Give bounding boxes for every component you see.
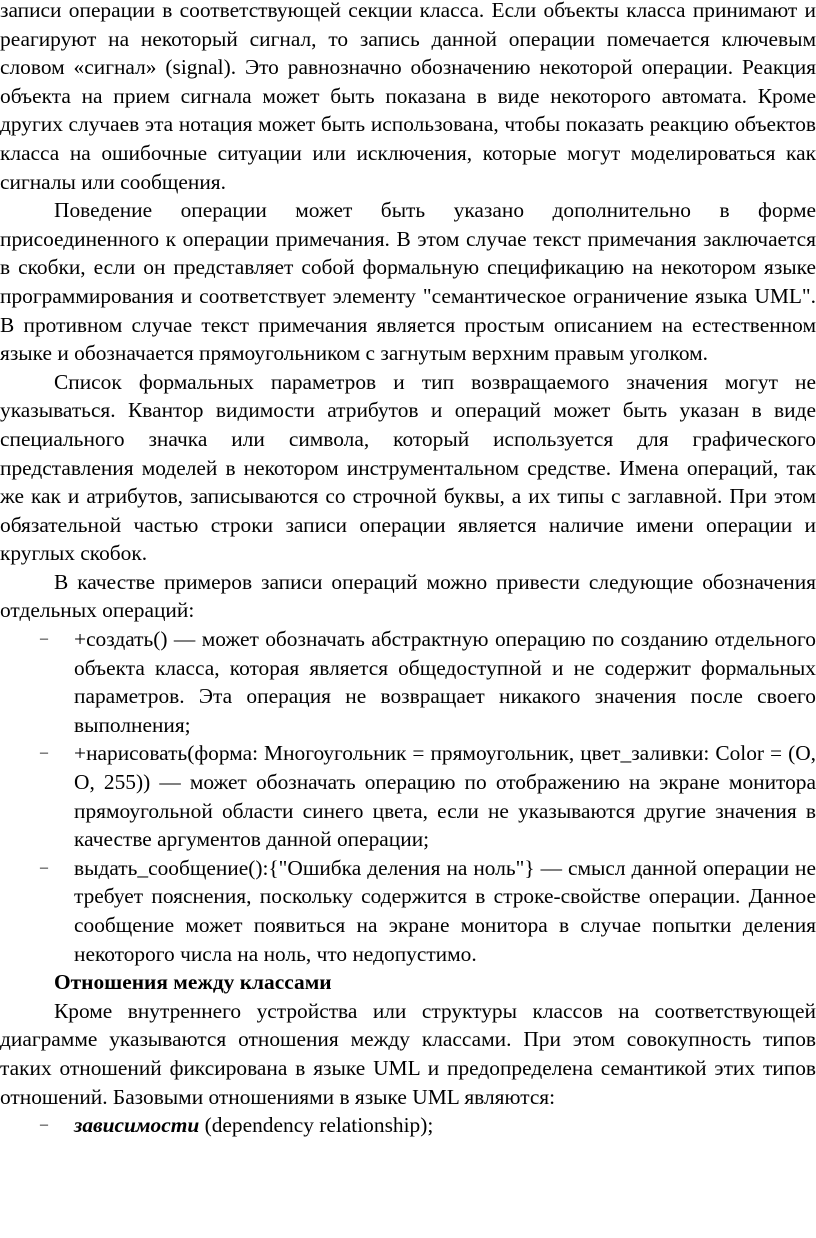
relations-list bbox=[0, 1111, 816, 1140]
relation-description: (dependency relationship); bbox=[199, 1113, 434, 1138]
relation-term: зависимости bbox=[74, 1113, 200, 1138]
list-dash-marker: – bbox=[40, 858, 48, 876]
paragraph-examples-intro: В качестве примеров записи операций можно привести следующие обозначения отдельных операций: bbox=[0, 569, 816, 623]
list-dash-marker: – bbox=[40, 630, 48, 648]
paragraph-operations-signal: записи операции в соответствующей секции класса. Если объекты класса принимают и реагируют на некоторый сигнал, то запись данной операции помечается ключевым словом «сигнал» (signal). Это равнозначно обозначению некоторой операции. Реакция объекта на прием сигнала может быть показана в виде некоторого автомата. Кроме других случаев эта нотация может быть использована, чтобы показать реакцию объектов класса на ошибочные ситуации или исключения, которые могут моделироваться как сигналы или сообщения. bbox=[0, 0, 816, 194]
list-item-text: +нарисовать(форма: Многоугольник = прямоугольник, цвет_заливки: Color = (O, O, 255)) — может обозначать операцию по отображению на экране монитора прямоугольной области синего цвета, если не указываются другие значения в качестве аргументов данной операции; bbox=[74, 741, 816, 852]
section-heading: Отношения между классами bbox=[54, 970, 332, 995]
list-item bbox=[0, 854, 816, 968]
paragraph-operation-behavior: Поведение операции может быть указано дополнительно в форме присоединенного к операции примечания. В этом случае текст примечания заключается в скобки, если он представляет собой формальную спецификацию на некотором языке программирования и соответствует элементу "семантическое ограничение языка UML". В противном случае текст примечания является простым описанием на естественном языке и обозначается прямоугольником с загнутым верхним правым уголком. bbox=[0, 198, 816, 366]
list-item-text: +создать() — может обозначать абстрактную операцию по созданию отдельного объекта класса, которая является общедоступной и не содержит формальных параметров. Эта операция не возвращает никакого значения после своего выполнения; bbox=[74, 627, 816, 737]
examples-list bbox=[0, 625, 816, 968]
list-item bbox=[0, 1111, 816, 1140]
list-dash-marker: – bbox=[40, 744, 48, 762]
list-dash-marker: – bbox=[40, 1116, 48, 1134]
paragraph-formal-parameters: Список формальных параметров и тип возвращаемого значения могут не указываться. Квантор видимости атрибутов и операций может быть указан в виде специального значка или символа, который используется для графического представления моделей в некотором инструментальном средстве. Имена операций, так же как и атрибутов, записываются со строчной буквы, а их типы с заглавной. При этом обязательной частью строки записи операции является наличие имени операции и круглых скобок. bbox=[0, 369, 816, 566]
list-item bbox=[0, 625, 816, 739]
list-item bbox=[0, 739, 816, 853]
list-item-text: выдать_сообщение():{"Ошибка деления на ноль"} — смысл данной операции не требует пояснения, поскольку содержится в строке-свойстве операции. Данное сообщение может появиться на экране монитора в случае попытки деления некоторого числа на ноль, что недопустимо. bbox=[74, 855, 816, 966]
paragraph-class-relations: Кроме внутреннего устройства или структуры классов на соответствующей диаграмме указываются отношения между классами. При этом совокупность типов таких отношений фиксирована в языке UML и предопределена семантикой этих типов отношений. Базовыми отношениями в языке UML являются: bbox=[0, 998, 816, 1109]
